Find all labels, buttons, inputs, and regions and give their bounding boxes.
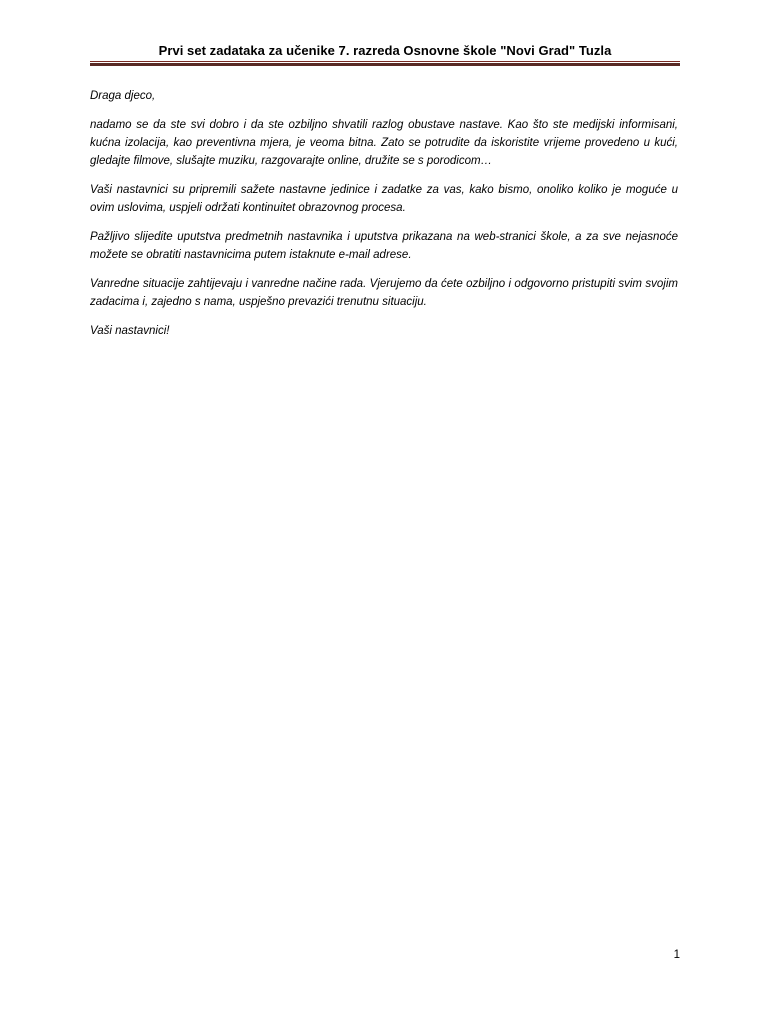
letter-greeting: Draga djeco, (90, 90, 156, 102)
page-number: 1 (673, 949, 680, 961)
letter-paragraph-3: Pažljivo slijedite uputstva predmetnih nastavnika i uputstva prikazana na web-stranici škole, a za sve nejasnoće možete se obratiti nastavnicima putem istaknute e-mail adrese. (90, 231, 678, 261)
letter-paragraph-1: nadamo se da ste svi dobro i da ste ozbiljno shvatili razlog obustave nastave. Kao što ste medijski informisani, kućna izolacija, kao preventivna mjera, je veoma bitna. Zato se potrudite da iskoristite vrijeme provedeno u kući, gledajte filmove, slušajte muziku, razgovarajte online, družite se s porodicom… (90, 119, 678, 167)
page-header-title: Prvi set zadataka za učenike 7. razreda Osnovne škole "Novi Grad" Tuzla (158, 43, 612, 58)
letter-paragraph-2: Vaši nastavnici su pripremili sažete nastavne jedinice i zadatke za vas, kako bismo, onoliko koliko je moguće u ovim uslovima, uspjeli održati kontinuitet obrazovnog procesa. (90, 184, 678, 214)
letter-body (90, 87, 678, 351)
letter-paragraph-4: Vanredne situacije zahtijevaju i vanredne načine rada. Vjerujemo da ćete ozbiljno i odgovorno pristupiti svim svojim zadacima i, zajedno s nama, uspješno prevazići trenutnu situaciju. (90, 278, 678, 308)
header-divider-thick-line (90, 63, 680, 66)
header-divider (90, 61, 680, 66)
header-divider-thin-line (90, 61, 680, 62)
letter-closing: Vaši nastavnici! (90, 325, 170, 337)
